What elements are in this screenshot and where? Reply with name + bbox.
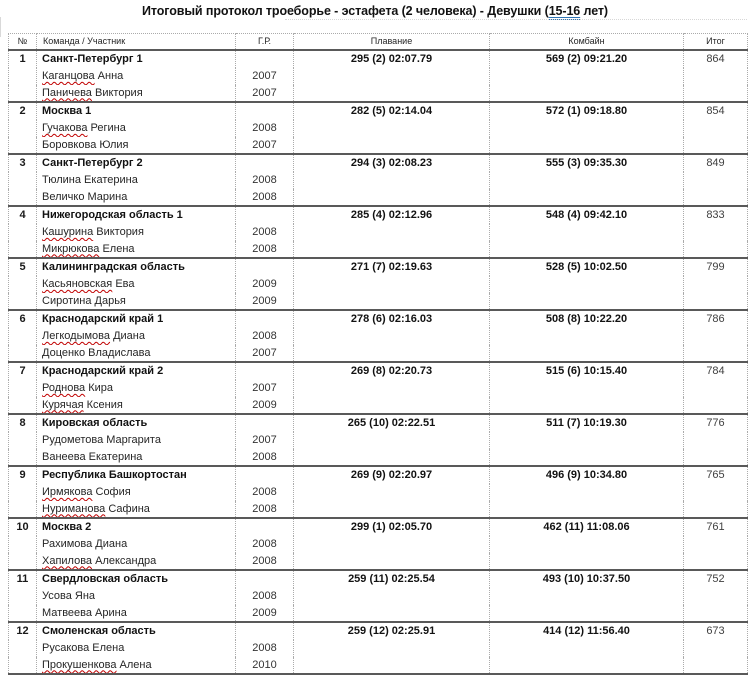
team-block [9, 570, 748, 622]
rank-cell: 9 [9, 466, 37, 518]
misspelled-surname: Кашурина [42, 226, 94, 238]
member-name-cell: Тюлина Екатерина [37, 172, 236, 189]
rank-cell: 5 [9, 258, 37, 310]
misspelled-surname: Прокушенкова [42, 658, 117, 671]
member-name-cell: Матвеева Арина [37, 605, 236, 622]
member-name-cell: Величко Марина [37, 189, 236, 206]
total-score-cell: 854 [684, 102, 748, 154]
member-name-cell: Нуриманова Сафина [37, 501, 236, 518]
team-block [9, 310, 748, 362]
table-header-row [9, 34, 748, 50]
birth-year-cell [236, 518, 294, 536]
birth-year-cell [236, 50, 294, 68]
swim-result-cell: 299 (1) 02:05.70 [294, 518, 490, 570]
member-year-cell: 2008 [236, 328, 294, 345]
member-year-cell: 2008 [236, 120, 294, 137]
member-name-cell: Сиротина Дарья [37, 293, 236, 310]
birth-year-cell [236, 414, 294, 432]
misspelled-surname: Микрюкова [42, 242, 100, 255]
member-year-cell: 2009 [236, 276, 294, 293]
team-name-cell: Москва 2 [37, 518, 236, 536]
misspelled-surname: Касьяновская [42, 278, 113, 290]
team-name-cell: Кировская область [37, 414, 236, 432]
member-name-cell: Рахимова Диана [37, 536, 236, 553]
misspelled-surname: Нуриманова [42, 502, 106, 515]
total-score-cell: 776 [684, 414, 748, 466]
team-block [9, 362, 748, 414]
table-row [9, 414, 748, 432]
rank-cell: 11 [9, 570, 37, 622]
swim-result-cell: 265 (10) 02:22.51 [294, 414, 490, 466]
member-year-cell: 2007 [236, 68, 294, 85]
combine-result-cell: 572 (1) 09:18.80 [490, 102, 684, 154]
member-name-cell: Хапилова Александра [37, 553, 236, 570]
team-block [9, 622, 748, 674]
member-year-cell: 2008 [236, 449, 294, 466]
rank-cell: 7 [9, 362, 37, 414]
rank-cell: 10 [9, 518, 37, 570]
combine-result-cell: 414 (12) 11:56.40 [490, 622, 684, 674]
member-name-cell: Ванеева Екатерина [37, 449, 236, 466]
combine-result-cell: 462 (11) 11:08.06 [490, 518, 684, 570]
table-row [9, 206, 748, 224]
member-year-cell: 2009 [236, 605, 294, 622]
birth-year-cell [236, 310, 294, 328]
misspelled-surname: Каганцова [42, 70, 95, 82]
header-team: Команда / Участник [37, 34, 236, 50]
table-row [9, 310, 748, 328]
total-score-cell: 849 [684, 154, 748, 206]
team-name-cell: Смоленская область [37, 622, 236, 640]
member-year-cell: 2008 [236, 640, 294, 657]
misspelled-surname: Ирмякова [42, 486, 93, 498]
swim-result-cell: 295 (2) 02:07.79 [294, 50, 490, 102]
team-name-cell: Свердловская область [37, 570, 236, 588]
combine-result-cell: 548 (4) 09:42.10 [490, 206, 684, 258]
member-year-cell: 2008 [236, 501, 294, 518]
rank-cell: 4 [9, 206, 37, 258]
member-year-cell: 2008 [236, 553, 294, 570]
total-score-cell: 784 [684, 362, 748, 414]
member-year-cell: 2007 [236, 380, 294, 397]
table-row [9, 362, 748, 380]
member-year-cell: 2009 [236, 397, 294, 414]
member-name-cell: Рудометова Маргарита [37, 432, 236, 449]
rank-cell: 12 [9, 622, 37, 674]
table-row [9, 102, 748, 120]
total-score-cell: 765 [684, 466, 748, 518]
swim-result-cell: 294 (3) 02:08.23 [294, 154, 490, 206]
misspelled-surname: Паничева [42, 86, 92, 99]
team-block [9, 154, 748, 206]
table-row [9, 570, 748, 588]
table-row [9, 518, 748, 536]
birth-year-cell [236, 206, 294, 224]
header-total: Итог [684, 34, 748, 50]
results-table [8, 33, 748, 675]
team-name-cell: Республика Башкортостан [37, 466, 236, 484]
member-name-cell: Касьяновская Ева [37, 276, 236, 293]
swim-result-cell: 282 (5) 02:14.04 [294, 102, 490, 154]
table-row [9, 622, 748, 640]
member-year-cell: 2007 [236, 85, 294, 102]
member-name-cell: Доценко Владислава [37, 345, 236, 362]
birth-year-cell [236, 466, 294, 484]
member-name-cell: Прокушенкова Алена [37, 657, 236, 674]
combine-result-cell: 569 (2) 09:21.20 [490, 50, 684, 102]
page-title-age-range: 15-16 [548, 4, 581, 18]
page-title-suffix: лет) [580, 4, 608, 18]
team-block [9, 102, 748, 154]
header-swim: Плавание [294, 34, 490, 50]
total-score-cell: 799 [684, 258, 748, 310]
header-combine: Комбайн [490, 34, 684, 50]
member-name-cell: Легкодымова Диана [37, 328, 236, 345]
combine-result-cell: 493 (10) 10:37.50 [490, 570, 684, 622]
rank-cell: 3 [9, 154, 37, 206]
team-block [9, 414, 748, 466]
member-year-cell: 2007 [236, 432, 294, 449]
birth-year-cell [236, 362, 294, 380]
combine-result-cell: 528 (5) 10:02.50 [490, 258, 684, 310]
birth-year-cell [236, 622, 294, 640]
table-row [9, 258, 748, 276]
birth-year-cell [236, 154, 294, 172]
birth-year-cell [236, 570, 294, 588]
combine-result-cell: 555 (3) 09:35.30 [490, 154, 684, 206]
rank-cell: 6 [9, 310, 37, 362]
total-score-cell: 752 [684, 570, 748, 622]
misspelled-surname: Хапилова [42, 554, 93, 567]
member-name-cell: Кашурина Виктория [37, 224, 236, 241]
table-row [9, 154, 748, 172]
rank-cell: 8 [9, 414, 37, 466]
team-name-cell: Краснодарский край 1 [37, 310, 236, 328]
page-title [0, 4, 750, 18]
member-year-cell: 2007 [236, 137, 294, 154]
team-name-cell: Москва 1 [37, 102, 236, 120]
member-name-cell: Русакова Елена [37, 640, 236, 657]
faint-ruler-line [285, 19, 747, 20]
total-score-cell: 786 [684, 310, 748, 362]
member-year-cell: 2008 [236, 536, 294, 553]
table-row [9, 466, 748, 484]
member-name-cell: Роднова Кира [37, 380, 236, 397]
misspelled-surname: Гучакова [42, 122, 88, 134]
member-year-cell: 2008 [236, 484, 294, 501]
member-name-cell: Микрюкова Елена [37, 241, 236, 258]
birth-year-cell [236, 258, 294, 276]
member-year-cell: 2008 [236, 189, 294, 206]
member-year-cell: 2008 [236, 172, 294, 189]
team-block [9, 466, 748, 518]
member-year-cell: 2008 [236, 241, 294, 258]
header-num: № [9, 34, 37, 50]
member-name-cell: Ирмякова София [37, 484, 236, 501]
combine-result-cell: 515 (6) 10:15.40 [490, 362, 684, 414]
total-score-cell: 864 [684, 50, 748, 102]
swim-result-cell: 278 (6) 02:16.03 [294, 310, 490, 362]
team-name-cell: Санкт-Петербург 1 [37, 50, 236, 68]
member-name-cell: Каганцова Анна [37, 68, 236, 85]
member-year-cell: 2007 [236, 345, 294, 362]
table-row [9, 50, 748, 68]
team-name-cell: Нижегородская область 1 [37, 206, 236, 224]
member-name-cell: Боровкова Юлия [37, 137, 236, 154]
swim-result-cell: 285 (4) 02:12.96 [294, 206, 490, 258]
swim-result-cell: 269 (9) 02:20.97 [294, 466, 490, 518]
team-block [9, 258, 748, 310]
total-score-cell: 673 [684, 622, 748, 674]
member-year-cell: 2008 [236, 588, 294, 605]
total-score-cell: 833 [684, 206, 748, 258]
team-block [9, 206, 748, 258]
misspelled-surname: Курячая [42, 398, 84, 411]
page-title-prefix: Итоговый протокол троеборье - эстафета (2 человека) - Девушки ( [142, 4, 549, 18]
swim-result-cell: 271 (7) 02:19.63 [294, 258, 490, 310]
team-name-cell: Санкт-Петербург 2 [37, 154, 236, 172]
birth-year-cell [236, 102, 294, 120]
swim-result-cell: 269 (8) 02:20.73 [294, 362, 490, 414]
member-year-cell: 2010 [236, 657, 294, 674]
member-year-cell: 2008 [236, 224, 294, 241]
combine-result-cell: 511 (7) 10:19.30 [490, 414, 684, 466]
member-name-cell: Усова Яна [37, 588, 236, 605]
misspelled-surname: Роднова [42, 382, 86, 394]
member-name-cell: Паничева Виктория [37, 85, 236, 102]
member-year-cell: 2009 [236, 293, 294, 310]
combine-result-cell: 508 (8) 10:22.20 [490, 310, 684, 362]
member-name-cell: Гучакова Регина [37, 120, 236, 137]
swim-result-cell: 259 (11) 02:25.54 [294, 570, 490, 622]
rank-cell: 1 [9, 50, 37, 102]
team-block [9, 50, 748, 102]
team-name-cell: Калининградская область [37, 258, 236, 276]
header-birth-year: Г.Р. [236, 34, 294, 50]
swim-result-cell: 259 (12) 02:25.91 [294, 622, 490, 674]
rank-cell: 2 [9, 102, 37, 154]
left-edge-tick [0, 17, 1, 37]
misspelled-surname: Легкодымова [42, 330, 111, 342]
combine-result-cell: 496 (9) 10:34.80 [490, 466, 684, 518]
total-score-cell: 761 [684, 518, 748, 570]
team-block [9, 518, 748, 570]
team-name-cell: Краснодарский край 2 [37, 362, 236, 380]
member-name-cell: Курячая Ксения [37, 397, 236, 414]
